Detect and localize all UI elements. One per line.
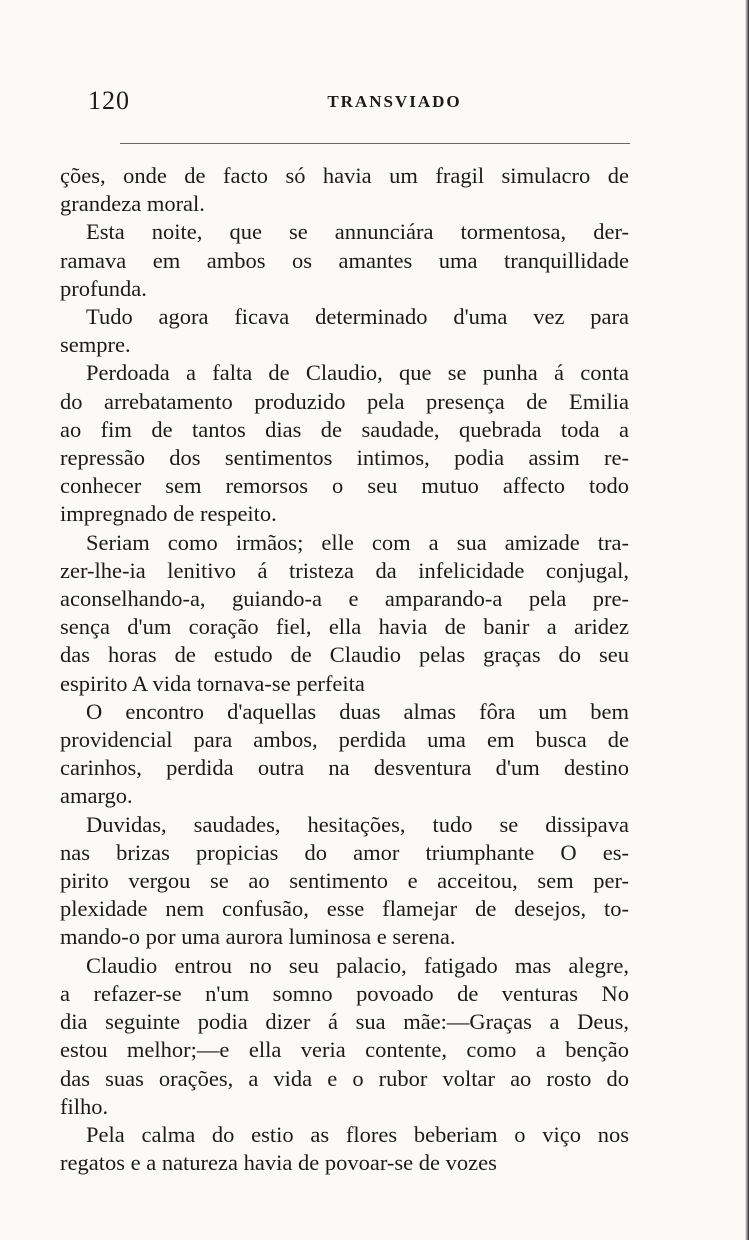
text-line: aconselhando-a, guiando-a e amparando-a pela pre- <box>60 586 629 612</box>
text-line: impregnado de respeito. <box>60 501 277 527</box>
paragraph <box>60 162 629 218</box>
page-number: 120 <box>88 86 130 115</box>
text-line: mando-o por uma aurora luminosa e serena. <box>60 924 456 950</box>
text-line: ao fim de tantos dias de saudade, quebrada toda a <box>60 416 629 442</box>
text-line: Claudio entrou no seu palacio, fatigado mas alegre, <box>86 952 629 978</box>
text-line: filho. <box>60 1093 109 1119</box>
paragraph <box>60 303 629 359</box>
text-line: pirito vergou se ao sentimento e acceitou, sem per- <box>60 868 629 894</box>
text-line: repressão dos sentimentos intimos, podia assim re- <box>60 445 629 471</box>
text-line: nas brizas propicias do amor triumphante O es- <box>60 839 629 865</box>
paragraph <box>60 218 629 303</box>
text-line: ções, onde de facto só havia um fragil simulacro de <box>60 163 629 188</box>
text-line: sença d'um coração fiel, ella havia de banir a aridez <box>60 614 629 640</box>
text-line: sempre. <box>60 332 131 358</box>
text-line: do arrebatamento produzido pela presença de Emilia <box>60 388 629 414</box>
text-line: plexidade nem confusão, esse flamejar de desejos, to- <box>60 896 629 922</box>
text-line: zer-lhe-ia lenitivo á tristeza da infelicidade conjugal, <box>60 557 629 583</box>
header-rule <box>120 143 630 144</box>
running-title: TRANSVIADO <box>327 92 462 111</box>
text-line: regatos e a natureza havia de povoar-se de vozes <box>60 1150 497 1176</box>
text-line: dia seguinte podia dizer á sua mãe:—Graças a Deus, <box>60 1009 629 1035</box>
text-line: grandeza moral. <box>60 191 205 217</box>
text-line: conhecer sem remorsos o seu mutuo affecto todo <box>60 473 629 499</box>
text-line: profunda. <box>60 275 147 301</box>
body-text <box>60 162 629 1177</box>
text-line: providencial para ambos, perdida uma em busca de <box>60 727 629 753</box>
text-line: ramava em ambos os amantes uma tranquillidade <box>60 247 629 273</box>
text-line: Seriam como irmãos; elle com a sua amizade tra- <box>86 529 629 555</box>
text-line: estou melhor;—e ella veria contente, como a benção <box>60 1037 629 1063</box>
text-line: O encontro d'aquellas duas almas fôra um bem <box>86 698 629 724</box>
text-line: das suas orações, a vida e o rubor voltar ao rosto do <box>60 1065 629 1091</box>
paragraph <box>60 529 629 698</box>
text-line: carinhos, perdida outra na desventura d'um destino <box>60 755 629 781</box>
text-line: Perdoada a falta de Claudio, que se punha á conta <box>86 360 629 386</box>
paragraph <box>60 359 629 528</box>
paragraph <box>60 1121 629 1177</box>
text-line: das horas de estudo de Claudio pelas graças do seu <box>60 642 629 668</box>
paragraph <box>60 811 629 952</box>
text-line: a refazer-se n'um somno povoado de venturas No <box>60 980 629 1006</box>
text-line: Esta noite, que se annunciára tormentosa, der- <box>86 219 629 245</box>
text-line: amargo. <box>60 783 133 809</box>
text-line: Tudo agora ficava determinado d'uma vez para <box>86 304 629 330</box>
paragraph <box>60 952 629 1121</box>
page-edge-shadow <box>745 0 749 1240</box>
text-line: Duvidas, saudades, hesitações, tudo se dissipava <box>86 811 629 837</box>
text-line: Pela calma do estio as flores beberiam o viço nos <box>86 1121 629 1147</box>
text-line: espirito A vida tornava-se perfeita <box>60 670 365 696</box>
paragraph <box>60 698 629 811</box>
